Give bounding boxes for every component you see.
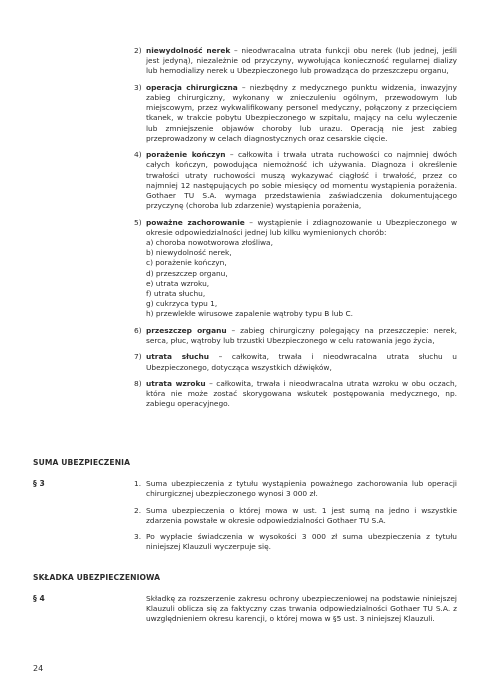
- definition-item: [134, 326, 457, 346]
- section-heading-skladka: SKŁADKA UBEZPIECZENIOWA: [33, 573, 161, 582]
- definition-term: porażenie kończyn: [146, 150, 226, 160]
- numbered-item: [134, 506, 457, 526]
- item-text: Suma ubezpieczenia o której mowa w ust. 1 jest sumą na jedno i wszystkie zdarzenia powstałe w okresie odpowiedzialności Gothaer TU S.A.: [146, 505, 457, 525]
- definitions-list: [134, 46, 457, 416]
- sublist-item: f) utrata słuchu,: [146, 289, 206, 299]
- definition-text: – niezbędny z medycznego punktu widzenia, inwazyjny zabieg chirurgiczny, wykonany w znieczuleniu ogólnym, przewodowym lub miejscowym, przez wykwalifikowany personel medyczny, połączony z przecięciem tkanek, w trakcie pobytu Ubezpieczonego w szpitalu, mający na celu wyleczenie lub zmniejszenie objawów choroby lub urazu. Operacją nie jest zabieg przeprowadzony w celach diagnostycznych oraz cesarskie cięcie.: [146, 82, 457, 143]
- paragraph-number: § 3: [33, 479, 45, 488]
- sublist-item: g) cukrzyca typu 1,: [146, 299, 218, 309]
- definition-number: 7): [134, 352, 142, 362]
- definition-term: przeszczep organu: [146, 325, 227, 335]
- definition-text: – wystąpienie i zdiagnozowanie u Ubezpieczonego w okresie odpowiedzialności jednej lub kilku wymienionych chorób:: [146, 217, 458, 237]
- definition-text: – całkowita, trwała i nieodwracalna utrata wzroku w obu oczach, która nie może zostać skorygowana wskutek postępowania medycznego, np. zabiegu operacyjnego.: [146, 379, 457, 409]
- definition-term: niewydolność nerek: [146, 46, 231, 55]
- definition-number: 5): [134, 217, 142, 227]
- sublist-item: c) porażenie kończyn,: [146, 258, 227, 268]
- section-heading-suma: SUMA UBEZPIECZENIA: [33, 458, 131, 467]
- item-number: 3.: [134, 532, 142, 542]
- suma-items-list: [134, 479, 457, 559]
- definition-number: 3): [134, 82, 142, 92]
- definition-item: [134, 379, 457, 410]
- sublist-item: b) niewydolność nerek,: [146, 248, 232, 258]
- item-text: Po wypłacie świadczenia w wysokości 3 000 zł suma ubezpieczenia z tytułu niniejszej Klauzuli wyczerpuje się.: [146, 532, 457, 552]
- definition-term: utrata słuchu: [146, 352, 210, 362]
- definition-item: [134, 150, 457, 211]
- definition-text: – zabieg chirurgiczny polegający na przeszczepie: nerek, serca, płuc, wątroby lub trzustki Ubezpieczonego w celu ratowania jego życia,: [146, 325, 458, 346]
- definition-text: – nieodwracalna utrata funkcji obu nerek (lub jednej, jeśli jest jedyną), niezależnie od przyczyny, wywołująca konieczność regularnej dializy lub hemodializy nerek u Ubezpieczonego lub prowadząca do przeszczepu organu,: [146, 46, 457, 76]
- definition-item: [134, 218, 457, 320]
- item-text: Suma ubezpieczenia z tytułu wystąpienia poważnego zachorowania lub operacji chirurgicznej ubezpieczonego wynosi 3 000 zł.: [146, 479, 457, 499]
- definition-number: 4): [134, 150, 142, 160]
- item-number: 2.: [134, 505, 142, 515]
- definition-item: [134, 83, 457, 144]
- definition-item: [134, 46, 457, 77]
- sublist-item: h) przewlekłe wirusowe zapalenie wątroby typu B lub C.: [146, 309, 353, 319]
- definition-text: – całkowita, trwała i nieodwracalna utrata słuchu u Ubezpieczonego, dotycząca wszystkich dźwięków,: [146, 352, 457, 372]
- definition-item: [134, 352, 457, 372]
- definition-number: 2): [134, 46, 142, 55]
- definition-term: utrata wzroku: [146, 379, 206, 389]
- sublist-item: d) przeszczep organu,: [146, 268, 228, 278]
- sublist-item: e) utrata wzroku,: [146, 278, 210, 288]
- definition-term: operacja chirurgiczna: [146, 82, 238, 92]
- definition-number: 6): [134, 325, 142, 335]
- definition-number: 8): [134, 379, 142, 389]
- numbered-item: [134, 479, 457, 499]
- page-number: 24: [33, 664, 44, 673]
- definition-term: poważne zachorowanie: [146, 217, 245, 227]
- definition-text: – całkowita i trwała utrata ruchowości co najmniej dwóch całych kończyn, powodująca niemożność ich używania. Diagnoza i określenie trwałości utraty ruchowości muszą wykazywać ciągłość i trwałość, przez co najmniej 12 następujących po sobie miesięcy od momentu wystąpienia porażenia. Gothaer TU S.A. wymaga przedstawienia zaświadczenia dokumentującego przyczynę (choroba lub zdarzenie) wystąpienia porażenia,: [146, 150, 457, 211]
- item-number: 1.: [134, 479, 142, 488]
- paragraph-number: § 4: [33, 594, 45, 603]
- skladka-text: Składkę za rozszerzenie zakresu ochrony ubezpieczeniowej na podstawie niniejszej Klauzuli oblicza się za faktyczny czas trwania odpowiedzialności Gothaer TU S.A. z uwzględnieniem okresu karencji, o której mowa w §5 ust. 3 niniejszej Klauzuli.: [146, 594, 457, 624]
- numbered-item: [134, 532, 457, 552]
- sublist-item: a) choroba nowotworowa złośliwa,: [146, 238, 273, 248]
